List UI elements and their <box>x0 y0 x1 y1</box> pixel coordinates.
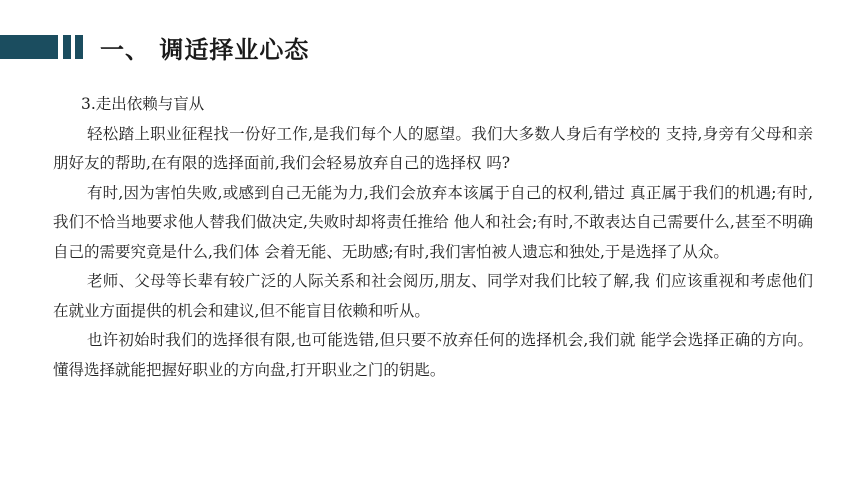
document-body <box>53 90 813 385</box>
paragraph: 轻松踏上职业征程找一份好工作,是我们每个人的愿望。我们大多数人身后有学校的 支持,身旁有父母和亲朋好友的帮助,在有限的选择面前,我们会轻易放弃自己的选择权 吗? <box>53 124 813 172</box>
section-subtitle: 3.走出依赖与盲从 <box>81 95 205 113</box>
paragraph: 也许初始时我们的选择很有限,也可能选错,但只要不放弃任何的选择机会,我们就 能学会选择正确的方向。懂得选择就能把握好职业的方向盘,打开职业之门的钥匙。 <box>53 331 813 379</box>
header-accent-stripe <box>75 35 83 59</box>
paragraph: 有时,因为害怕失败,或感到自己无能为力,我们会放弃本该属于自己的权利,错过 真正属于我们的机遇;有时,我们不恰当地要求他人替我们做决定,失败时却将责任推给 他人和社会;有时,不敢表达自己需要什么,甚至不明确自己的需要究竟是什么,我们体 会着无能、无助感;有时,我们害怕被人遗忘和独处,于是选择了从众。 <box>53 183 813 261</box>
header-accent-bar <box>0 35 58 59</box>
page-title: 一、 调适择业心态 <box>100 36 310 64</box>
header-accent-stripe <box>63 35 71 59</box>
paragraph: 老师、父母等长辈有较广泛的人际关系和社会阅历,朋友、同学对我们比较了解,我 们应该重视和考虑他们在就业方面提供的机会和建议,但不能盲目依赖和听从。 <box>53 272 813 320</box>
